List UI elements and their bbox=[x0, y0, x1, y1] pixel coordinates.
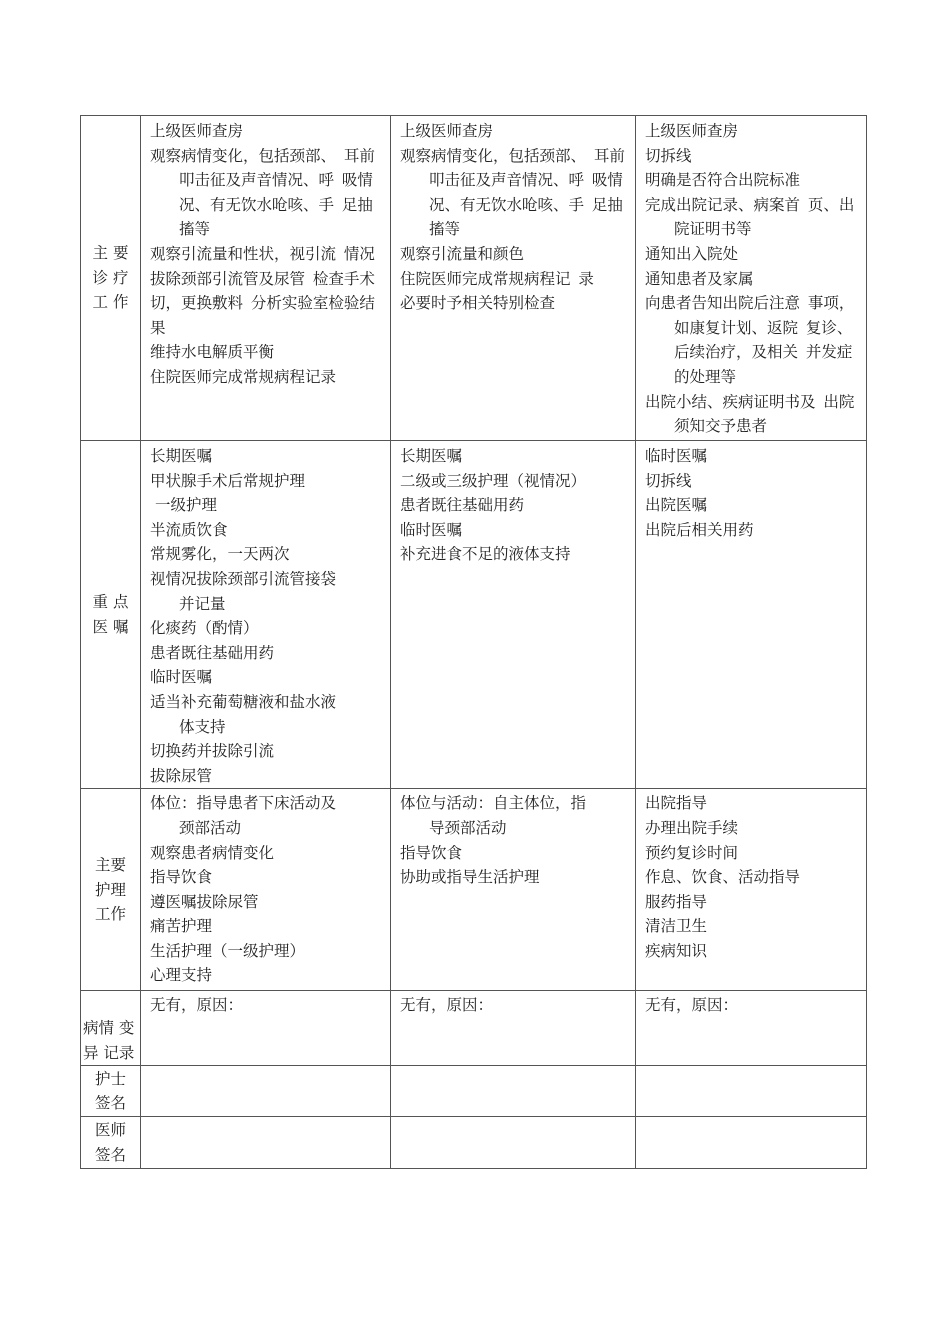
list-item bbox=[150, 316, 388, 341]
list-item-text: 如康复计划、返院 复诊、 bbox=[674, 318, 853, 337]
list-item-text: 完成出院记录、病案首 页、出 bbox=[645, 195, 855, 214]
list-item bbox=[150, 616, 388, 641]
list-item bbox=[150, 567, 388, 616]
list-item-text: 指导饮食 bbox=[150, 868, 213, 887]
list-item bbox=[150, 365, 388, 390]
list-item bbox=[150, 865, 388, 890]
list-item-text: 并记量 bbox=[179, 594, 226, 613]
list-item-text: 院证明书等 bbox=[674, 220, 752, 239]
list-item bbox=[400, 865, 633, 890]
list-item bbox=[400, 542, 633, 567]
list-item bbox=[400, 444, 633, 469]
orders-col1-cell bbox=[141, 441, 391, 789]
orders-row bbox=[81, 441, 867, 789]
list-item-text: 观察引流量和颜色 bbox=[400, 244, 525, 263]
list-item-text: 必要时予相关特别检查 bbox=[400, 294, 556, 313]
list-item-text: 办理出院手续 bbox=[645, 818, 739, 837]
list-item-text: 果 bbox=[150, 318, 166, 337]
row-label-line: 重 点 bbox=[92, 593, 129, 612]
list-item bbox=[150, 340, 388, 365]
list-item-text: 住院医师完成常规病程记录 bbox=[150, 367, 337, 386]
doctor-signature-col2-cell bbox=[391, 1117, 636, 1169]
row-label-line: 签名 bbox=[94, 1094, 126, 1113]
list-item bbox=[150, 791, 388, 840]
list-item-text: 二级或三级护理（视情况） bbox=[400, 471, 587, 490]
list-item bbox=[400, 267, 633, 292]
treatment-col3-cell bbox=[636, 116, 867, 441]
list-item bbox=[150, 963, 388, 988]
doctor-signature-label bbox=[81, 1117, 141, 1169]
list-item bbox=[400, 841, 633, 866]
list-item-text: 况、有无饮水呛咳、手 足抽 bbox=[179, 195, 373, 214]
list-item-text: 疾病知识 bbox=[645, 941, 708, 960]
list-item-text: 观察病情变化，包括颈部、 耳前 bbox=[150, 146, 375, 165]
row-label-line: 医师 bbox=[94, 1121, 126, 1140]
list-item bbox=[645, 890, 864, 915]
list-item-text: 观察病情变化，包括颈部、 耳前 bbox=[400, 146, 625, 165]
list-item-text: 作息、饮食、活动指导 bbox=[645, 868, 801, 887]
list-item bbox=[150, 690, 388, 739]
list-item bbox=[400, 791, 633, 840]
list-item-text: 生活护理（一级护理） bbox=[150, 941, 306, 960]
list-item bbox=[150, 542, 388, 567]
nurse-signature-col1-cell bbox=[141, 1066, 391, 1117]
list-item-text: 搐等 bbox=[429, 220, 461, 239]
row-label-line: 诊 疗 bbox=[92, 268, 129, 287]
list-item bbox=[645, 914, 864, 939]
list-item bbox=[400, 291, 633, 316]
variance-label bbox=[81, 991, 141, 1066]
list-item bbox=[645, 267, 864, 292]
list-item-text: 临时医嘱 bbox=[150, 668, 213, 687]
list-item bbox=[400, 242, 633, 267]
row-label-line: 异 记录 bbox=[83, 1043, 135, 1062]
treatment-col2-cell bbox=[391, 116, 636, 441]
list-item bbox=[645, 518, 864, 543]
row-label-line: 工 作 bbox=[92, 293, 129, 312]
list-item bbox=[150, 518, 388, 543]
row-label-line: 工作 bbox=[94, 905, 126, 924]
list-item-text: 住院医师完成常规病程记 录 bbox=[400, 269, 594, 288]
list-item bbox=[150, 641, 388, 666]
list-item bbox=[150, 841, 388, 866]
list-item-text: 叩击征及声音情况、呼 吸情 bbox=[179, 171, 373, 190]
list-item-text: 视情况拔除颈部引流管接袋 bbox=[150, 569, 337, 588]
variance-text: 无有，原因： bbox=[400, 996, 494, 1015]
list-item-text: 观察引流量和性状，视引流 情况 bbox=[150, 244, 375, 263]
nursing-col3-cell bbox=[636, 789, 867, 991]
list-item bbox=[645, 144, 864, 169]
row-label-line: 护理 bbox=[94, 880, 126, 899]
list-item bbox=[150, 739, 388, 764]
list-item bbox=[150, 119, 388, 144]
list-item bbox=[645, 168, 864, 193]
list-item bbox=[400, 518, 633, 543]
list-item-text: 拔除颈部引流管及尿管 检查手术 bbox=[150, 269, 375, 288]
orders-col2-cell bbox=[391, 441, 636, 789]
list-item-text: 长期医嘱 bbox=[400, 447, 463, 465]
list-item bbox=[150, 444, 388, 469]
list-item-text: 叩击征及声音情况、呼 吸情 bbox=[429, 171, 623, 190]
list-item bbox=[645, 939, 864, 964]
list-item-text: 补充进食不足的液体支持 bbox=[400, 545, 571, 564]
list-item-text: 出院后相关用药 bbox=[645, 520, 754, 539]
list-item-text: 须知交予患者 bbox=[674, 417, 768, 436]
list-item-text: 协助或指导生活护理 bbox=[400, 868, 540, 887]
nurse-signature-col3-cell bbox=[636, 1066, 867, 1117]
list-item bbox=[400, 469, 633, 494]
list-item bbox=[645, 193, 864, 242]
list-item-text: 明确是否符合出院标准 bbox=[645, 171, 801, 190]
variance-row bbox=[81, 991, 867, 1066]
list-item-text: 况、有无饮水呛咳、手 足抽 bbox=[429, 195, 623, 214]
list-item bbox=[645, 242, 864, 267]
list-item-text: 通知患者及家属 bbox=[645, 269, 754, 288]
list-item bbox=[150, 890, 388, 915]
list-item bbox=[150, 939, 388, 964]
list-item-text: 导颈部活动 bbox=[429, 818, 507, 837]
row-label-line: 签名 bbox=[94, 1145, 126, 1164]
list-item-text: 切拆线 bbox=[645, 146, 692, 165]
list-item bbox=[645, 816, 864, 841]
list-item-text: 适当补充葡萄糖液和盐水液 bbox=[150, 692, 337, 711]
list-item bbox=[645, 791, 864, 816]
list-item-text: 体支持 bbox=[179, 717, 226, 736]
list-item-text: 颈部活动 bbox=[179, 818, 242, 837]
list-item-text: 预约复诊时间 bbox=[645, 843, 739, 862]
list-item-text: 上级医师查房 bbox=[150, 122, 244, 140]
list-item bbox=[645, 841, 864, 866]
list-item-text: 一级护理 bbox=[155, 496, 218, 515]
list-item-text: 后续治疗，及相关 并发症 bbox=[674, 343, 853, 362]
list-item-text: 清洁卫生 bbox=[645, 917, 708, 936]
list-item-text: 切，更换敷料 分析实验室检验结 bbox=[150, 294, 375, 313]
list-item-text: 维持水电解质平衡 bbox=[150, 343, 275, 362]
list-item bbox=[150, 493, 388, 518]
list-item-text: 出院小结、疾病证明书及 出院 bbox=[645, 392, 855, 411]
nursing-row bbox=[81, 789, 867, 991]
doctor-signature-col1-cell bbox=[141, 1117, 391, 1169]
treatment-label bbox=[81, 116, 141, 441]
list-item-text: 服药指导 bbox=[645, 892, 708, 911]
list-item-text: 出院医嘱 bbox=[645, 496, 708, 515]
nursing-label bbox=[81, 789, 141, 991]
nurse-signature-label bbox=[81, 1066, 141, 1117]
list-item-text: 甲状腺手术后常规护理 bbox=[150, 471, 306, 490]
list-item-text: 观察患者病情变化 bbox=[150, 843, 275, 862]
list-item-text: 拔除尿管 bbox=[150, 766, 213, 785]
list-item bbox=[645, 493, 864, 518]
list-item bbox=[150, 764, 388, 789]
list-item-text: 出院指导 bbox=[645, 794, 708, 813]
list-item bbox=[150, 242, 388, 267]
variance-col2-cell bbox=[391, 991, 636, 1066]
row-label-line: 医 嘱 bbox=[92, 617, 129, 636]
list-item bbox=[645, 469, 864, 494]
list-item bbox=[645, 865, 864, 890]
list-item bbox=[150, 914, 388, 939]
list-item-text: 的处理等 bbox=[674, 367, 737, 386]
list-item-text: 患者既往基础用药 bbox=[400, 496, 525, 515]
clinical-pathway-table bbox=[80, 115, 867, 1169]
list-item-text: 心理支持 bbox=[150, 966, 213, 985]
list-item-text: 遵医嘱拔除尿管 bbox=[150, 892, 259, 911]
nurse-signature-col2-cell bbox=[391, 1066, 636, 1117]
doctor-signature-row bbox=[81, 1117, 867, 1169]
list-item-text: 长期医嘱 bbox=[150, 447, 213, 465]
nursing-col1-cell bbox=[141, 789, 391, 991]
row-label-line: 主 要 bbox=[92, 244, 129, 263]
list-item-text: 半流质饮食 bbox=[150, 520, 228, 539]
list-item-text: 临时医嘱 bbox=[645, 447, 708, 465]
list-item-text: 上级医师查房 bbox=[645, 122, 739, 140]
list-item-text: 指导饮食 bbox=[400, 843, 463, 862]
list-item bbox=[400, 119, 633, 144]
row-label-line: 病情 变 bbox=[83, 1019, 135, 1038]
list-item bbox=[400, 144, 633, 242]
list-item bbox=[400, 493, 633, 518]
list-item-text: 通知出入院处 bbox=[645, 244, 739, 263]
list-item-text: 切拆线 bbox=[645, 471, 692, 490]
variance-text: 无有，原因： bbox=[645, 996, 739, 1015]
treatment-col1-cell bbox=[141, 116, 391, 441]
list-item-text: 切换药并拔除引流 bbox=[150, 742, 275, 761]
row-label-line: 主要 bbox=[94, 855, 126, 874]
list-item bbox=[150, 469, 388, 494]
nurse-signature-row bbox=[81, 1066, 867, 1117]
list-item bbox=[150, 144, 388, 242]
orders-label bbox=[81, 441, 141, 789]
list-item bbox=[150, 665, 388, 690]
list-item-text: 常规雾化，一天两次 bbox=[150, 545, 290, 564]
list-item-text: 上级医师查房 bbox=[400, 122, 494, 140]
row-label-line: 护士 bbox=[94, 1069, 126, 1088]
list-item bbox=[645, 291, 864, 389]
list-item bbox=[150, 291, 388, 316]
list-item-text: 向患者告知出院后注意 事项， bbox=[645, 294, 855, 313]
orders-col3-cell bbox=[636, 441, 867, 789]
list-item-text: 体位：指导患者下床活动及 bbox=[150, 794, 337, 813]
doctor-signature-col3-cell bbox=[636, 1117, 867, 1169]
nursing-col2-cell bbox=[391, 789, 636, 991]
list-item bbox=[645, 444, 864, 469]
variance-col1-cell bbox=[141, 991, 391, 1066]
treatment-row bbox=[81, 116, 867, 441]
list-item-text: 痛苦护理 bbox=[150, 917, 213, 936]
list-item bbox=[645, 119, 864, 144]
list-item-text: 搐等 bbox=[179, 220, 211, 239]
list-item-text: 体位与活动：自主体位，指 bbox=[400, 794, 587, 813]
list-item-text: 化痰药（酌情） bbox=[150, 619, 259, 638]
list-item-text: 患者既往基础用药 bbox=[150, 643, 275, 662]
variance-col3-cell bbox=[636, 991, 867, 1066]
variance-text: 无有，原因： bbox=[150, 996, 244, 1015]
list-item bbox=[150, 267, 388, 292]
list-item bbox=[645, 390, 864, 439]
list-item-text: 临时医嘱 bbox=[400, 520, 463, 539]
